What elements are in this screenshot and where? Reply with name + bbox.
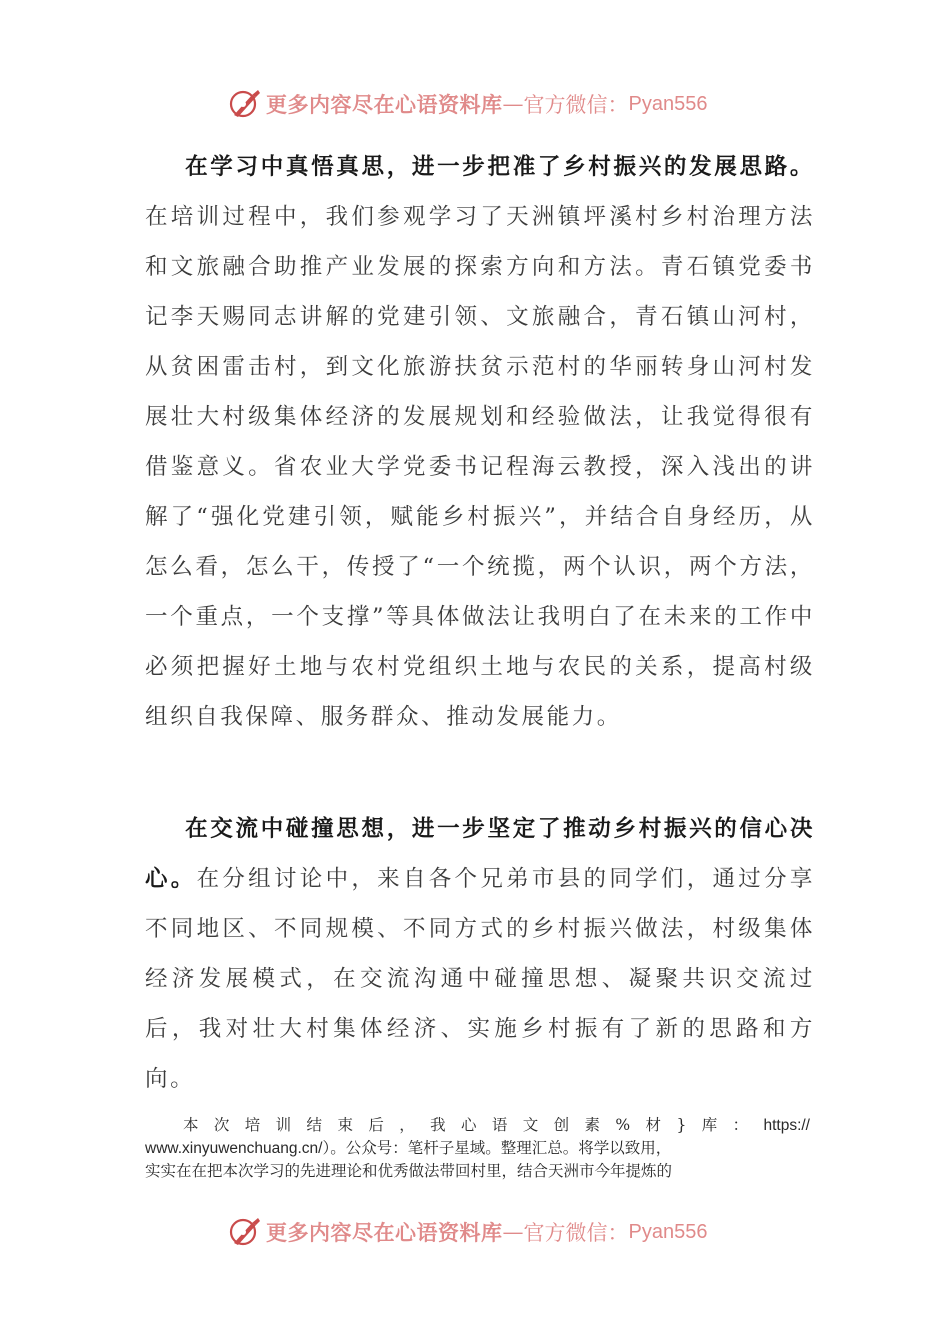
footer-banner [228,1212,707,1252]
banner-dash: — [502,1220,524,1244]
footnote-line-2 [145,1137,810,1160]
pen-logo-icon [228,1215,262,1249]
footnote-block [145,1114,810,1183]
footnote-line-3: 实实在在把本次学习的先进理论和优秀做法带回村里，结合天洲市今年提炼的 [145,1162,673,1180]
paragraph-1-body: 在培训过程中，我们参观学习了天洲镇坪溪村乡村治理方法和文旅融合助推产业发展的探索方向和方法。青石镇党委书记李天赐同志讲解的党建引领、文旅融合，青石镇山河村，从贫困雷击村，到文化旅游扶贫示范村的华丽转身山河村发展壮大村级集体经济的发展规划和经验做法，让我觉得很有借鉴意义。省农业大学党委书记程海云教授，深入浅出的讲解了“强化党建引领，赋能乡村振兴”，并结合自身经历，从怎么看，怎么干，传授了“一个统揽，两个认识，两个方法，一个重点，一个支撑”等具体做法让我明白了在未来的工作中必须把握好土地与农村党组织土地与农民的关系，提高村级组织自我保障、服务群众、推动发展能力。 [145,204,815,730]
pen-logo-icon [228,87,262,121]
paragraph-2-lead: 在交流中碰撞思想，进一步坚定了推动乡村振兴的信心决心。 [145,816,815,892]
banner-main-text: 更多内容尽在心语资料库 [266,92,503,117]
paragraph-2 [145,804,815,1104]
footnote-line-2-rest: ）。公众号：笔杆子星域。整理汇总。将学以致用， [322,1139,672,1157]
banner-wechat-label: 官方微信： [523,93,629,117]
banner-wechat-id: Pyan556 [628,92,708,115]
paragraph-2-body: 在分组讨论中，来自各个兄弟市县的同学们，通过分享不同地区、不同规模、不同方式的乡村振兴做法，村级集体经济发展模式，在交流沟通中碰撞思想、凝聚共识交流过后，我对壮大村集体经济、实施乡村振有了新的思路和方向。 [145,866,815,1092]
footnote-url-part-2: www.xinyuwenchuang.cn/ [145,1140,323,1157]
paragraph-1-lead: 在学习中真悟真思，进一步把准了乡村振兴的发展思路。 [185,154,815,180]
banner-main-text: 更多内容尽在心语资料库 [266,1220,503,1245]
footnote-line-1-prefix: 本次培训结束后，我心语文创素%材}库： [183,1116,764,1134]
banner-dash: — [502,92,524,116]
header-banner [228,84,707,124]
footnote-url-part-1: https:// [763,1117,810,1134]
banner-wechat-id: Pyan556 [628,1220,708,1243]
banner-wechat-label: 官方微信： [523,1221,629,1245]
paragraph-1 [145,142,815,742]
footnote-line-1 [145,1114,810,1137]
